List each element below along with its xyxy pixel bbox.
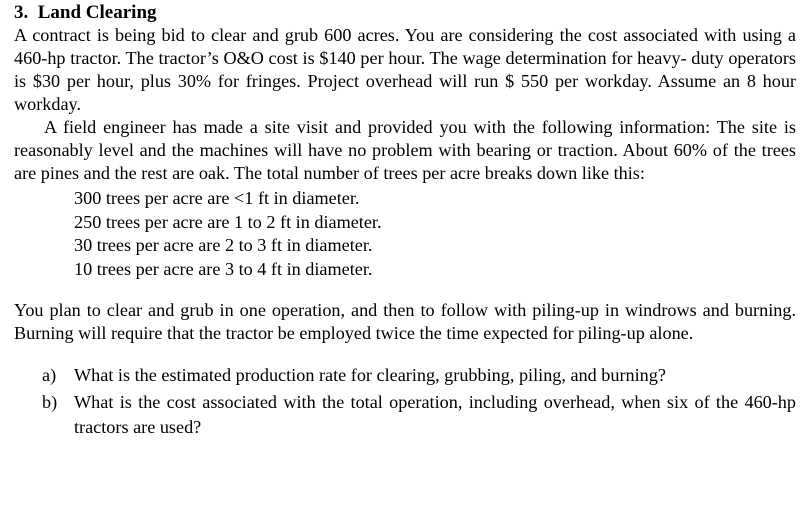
- tree-count-list: [14, 187, 796, 281]
- tree-count-item: 30 trees per acre are 2 to 3 ft in diameter.: [74, 235, 373, 255]
- question-item: [14, 363, 796, 388]
- problem-title: Land Clearing: [37, 2, 157, 23]
- question-item: [14, 390, 796, 440]
- question-list: [14, 363, 796, 440]
- question-text: What is the estimated production rate for clearing, grubbing, piling, and burning?: [74, 365, 666, 385]
- plan-paragraph: You plan to clear and grub in one operation, and then to follow with piling-up in windrows and burning. Burning will require that the tractor be employed twice the time expected for piling-up alone.: [14, 300, 796, 343]
- tree-count-item: 300 trees per acre are <1 ft in diameter.: [74, 188, 360, 208]
- question-text: What is the cost associated with the total operation, including overhead, when six of the 460-hp tractors are used?: [74, 392, 796, 437]
- problem-heading: [14, 2, 796, 24]
- tree-count-item: 10 trees per acre are 3 to 4 ft in diameter.: [74, 258, 373, 279]
- question-marker: a): [42, 365, 57, 385]
- question-marker: b): [42, 392, 58, 412]
- problem-document: [14, 2, 796, 442]
- site-visit-paragraph: A field engineer has made a site visit and provided you with the following information: The site is reasonably level and the machines will have no problem with bearing or traction. About 60% of the trees are pines and the rest are oak. The total number of trees per acre breaks down like this:: [14, 117, 796, 183]
- tree-count-item: 250 trees per acre are 1 to 2 ft in diameter.: [74, 211, 382, 232]
- problem-number: 3.: [14, 2, 29, 23]
- intro-paragraph: A contract is being bid to clear and grub 600 acres. You are considering the cost associated with using a 460-hp tractor. The tractor’s O&O cost is $140 per hour. The wage determination for heavy- duty operators is $30 per hour, plus 30% for fringes. Project overhead will run $ 550 per workday. Assume an 8 hour workday.: [14, 25, 796, 114]
